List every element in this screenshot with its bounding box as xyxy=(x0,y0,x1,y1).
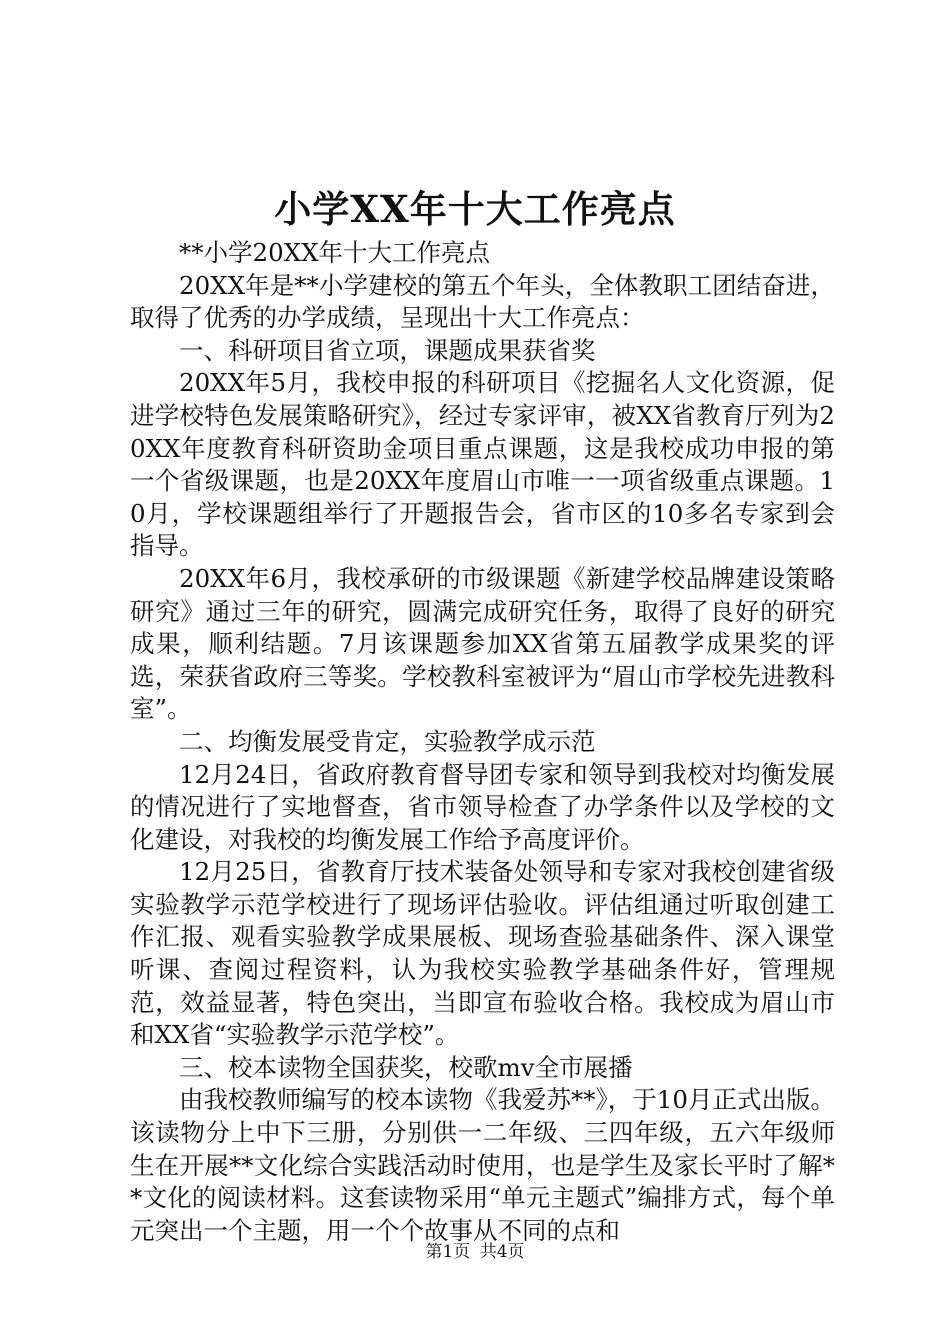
paragraph-intro: 20XX年是**小学建校的第五个年头，全体教职工团结奋进，取得了优秀的办学成绩，呈现出十大工作亮点： xyxy=(130,270,835,333)
paragraph: 20XX年6月，我校承研的市级课题《新建学校品牌建设策略研究》通过三年的研究，圆满完成研究任务，取得了良好的研究成果，顺利结题。7月该课题参加XX省第五届教学成果奖的评选，荣获省政府三等奖。学校教科室被评为“眉山市学校先进教科室”。 xyxy=(130,563,835,724)
section-heading-3: 三、校本读物全国获奖，校歌mv全市展播 xyxy=(179,1052,633,1082)
paragraph: 由我校教师编写的校本读物《我爱苏**》，于10月正式出版。该读物分上中下三册，分别供一二年级、三四年级，五六年级师生在开展**文化综合实践活动时使用，也是学生及家长平时了解**文化的阅读材料。这套读物采用“单元主题式”编排方式，每个单元突出一个主题，用一个个故事从不同的点和 xyxy=(130,1085,835,1245)
section-heading-2: 二、均衡发展受肯定，实验教学成示范 xyxy=(179,726,596,756)
paragraph: 12月25日，省教育厅技术装备处领导和专家对我校创建省级实验教学示范学校进行了现场评估验收。评估组通过听取创建工作汇报、观看实验教学成果展板、现场查验基础条件、深入课堂听课、查阅过程资料，认为我校实验教学基础条件好，管理规范，效益显著，特色突出，当即宣布验收合格。我校成为眉山市和XX省“实验教学示范学校”。 xyxy=(130,857,835,1050)
paragraph: 20XX年5月，我校申报的科研项目《挖掘名人文化资源，促进学校特色发展策略研究》，经过专家评审，被XX省教育厅列为20XX年度教育科研资助金项目重点课题，这是我校成功申报的第一个省级课题，也是20XX年度眉山市唯一一项省级重点课题。10月，学校课题组举行了开题报告会，省市区的10多名专家到会指导。 xyxy=(130,368,835,561)
page-footer: 第1页 共4页 xyxy=(425,1242,525,1262)
document-body xyxy=(130,237,835,1247)
paragraph: 12月24日，省政府教育督导团专家和领导到我校对均衡发展的情况进行了实地督查，省市领导检查了办学条件以及学校的文化建设，对我校的均衡发展工作给予高度评价。 xyxy=(130,759,835,854)
section-heading-1: 一、科研项目省立项，课题成果获省奖 xyxy=(179,335,596,365)
document-title: 小学XX年十大工作亮点 xyxy=(274,187,676,231)
paragraph-subtitle: **小学20XX年十大工作亮点 xyxy=(179,238,491,267)
